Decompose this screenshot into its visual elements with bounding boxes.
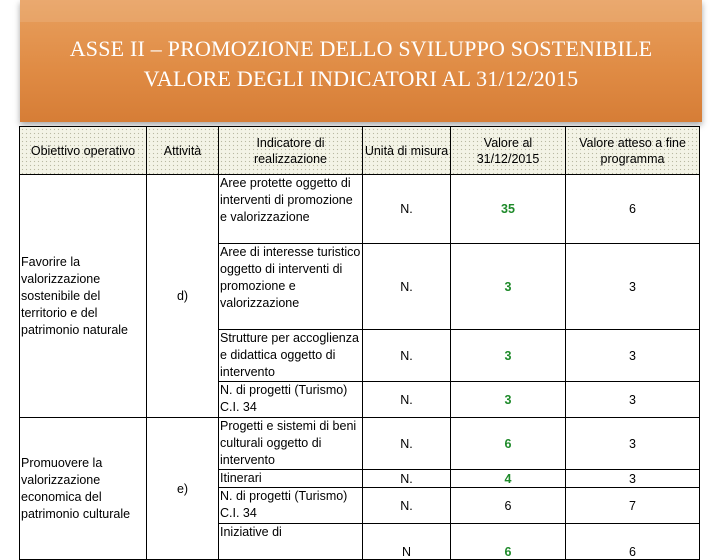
objective-cell: Promuovere la valorizzazione economica del patrimonio culturale xyxy=(20,418,147,560)
value-cell: 35 xyxy=(451,175,566,244)
expected-cell: 3 xyxy=(566,244,700,330)
expected-cell: 6 xyxy=(566,175,700,244)
unit-cell: N. xyxy=(363,175,451,244)
expected-cell: 6 xyxy=(566,524,700,560)
value-cell: 6 xyxy=(451,524,566,560)
activity-cell: e) xyxy=(147,418,219,560)
unit-cell: N. xyxy=(363,330,451,382)
value-cell: 3 xyxy=(451,330,566,382)
expected-cell: 3 xyxy=(566,470,700,488)
indicator-cell: Iniziative di xyxy=(219,524,363,560)
unit-cell: N. xyxy=(363,488,451,524)
activity-cell: d) xyxy=(147,175,219,418)
expected-cell: 3 xyxy=(566,382,700,418)
header-attivita: Attività xyxy=(147,127,219,175)
indicator-cell: Progetti e sistemi di beni culturali oggetto di intervento xyxy=(219,418,363,470)
header-unita: Unità di misura xyxy=(363,127,451,175)
indicator-cell: N. di progetti (Turismo) C.I. 34 xyxy=(219,382,363,418)
table-header-row xyxy=(20,127,700,175)
expected-cell: 3 xyxy=(566,418,700,470)
value-cell: 6 xyxy=(451,488,566,524)
title-band xyxy=(20,0,702,122)
indicator-cell: Itinerari xyxy=(219,470,363,488)
value-cell: 6 xyxy=(451,418,566,470)
unit-cell: N. xyxy=(363,470,451,488)
indicator-cell: Aree di interesse turistico oggetto di interventi di promozione e valorizzazione xyxy=(219,244,363,330)
value-cell: 3 xyxy=(451,382,566,418)
header-valore: Valore al 31/12/2015 xyxy=(451,127,566,175)
indicators-table xyxy=(19,126,700,560)
indicator-cell: Aree protette oggetto di interventi di promozione e valorizzazione xyxy=(219,175,363,244)
unit-cell: N. xyxy=(363,382,451,418)
value-cell: 4 xyxy=(451,470,566,488)
title-line-2: VALORE DEGLI INDICATORI AL 31/12/2015 xyxy=(143,66,579,91)
header-obiettivo: Obiettivo operativo xyxy=(20,127,147,175)
header-indicatore: Indicatore di realizzazione xyxy=(219,127,363,175)
unit-cell: N. xyxy=(363,244,451,330)
expected-cell: 3 xyxy=(566,330,700,382)
title-line-1: ASSE II – PROMOZIONE DELLO SVILUPPO SOSTENIBILE xyxy=(69,36,653,61)
value-cell: 3 xyxy=(451,244,566,330)
page-title xyxy=(20,34,702,94)
unit-cell: N xyxy=(363,524,451,560)
expected-cell: 7 xyxy=(566,488,700,524)
objective-cell: Favorire la valorizzazione sostenibile del territorio e del patrimonio naturale xyxy=(20,175,147,418)
header-atteso: Valore atteso a fine programma xyxy=(566,127,700,175)
indicator-cell: N. di progetti (Turismo) C.I. 34 xyxy=(219,488,363,524)
unit-cell: N. xyxy=(363,418,451,470)
table-row xyxy=(20,175,700,244)
table-row xyxy=(20,418,700,470)
indicator-cell: Strutture per accoglienza e didattica oggetto di intervento xyxy=(219,330,363,382)
